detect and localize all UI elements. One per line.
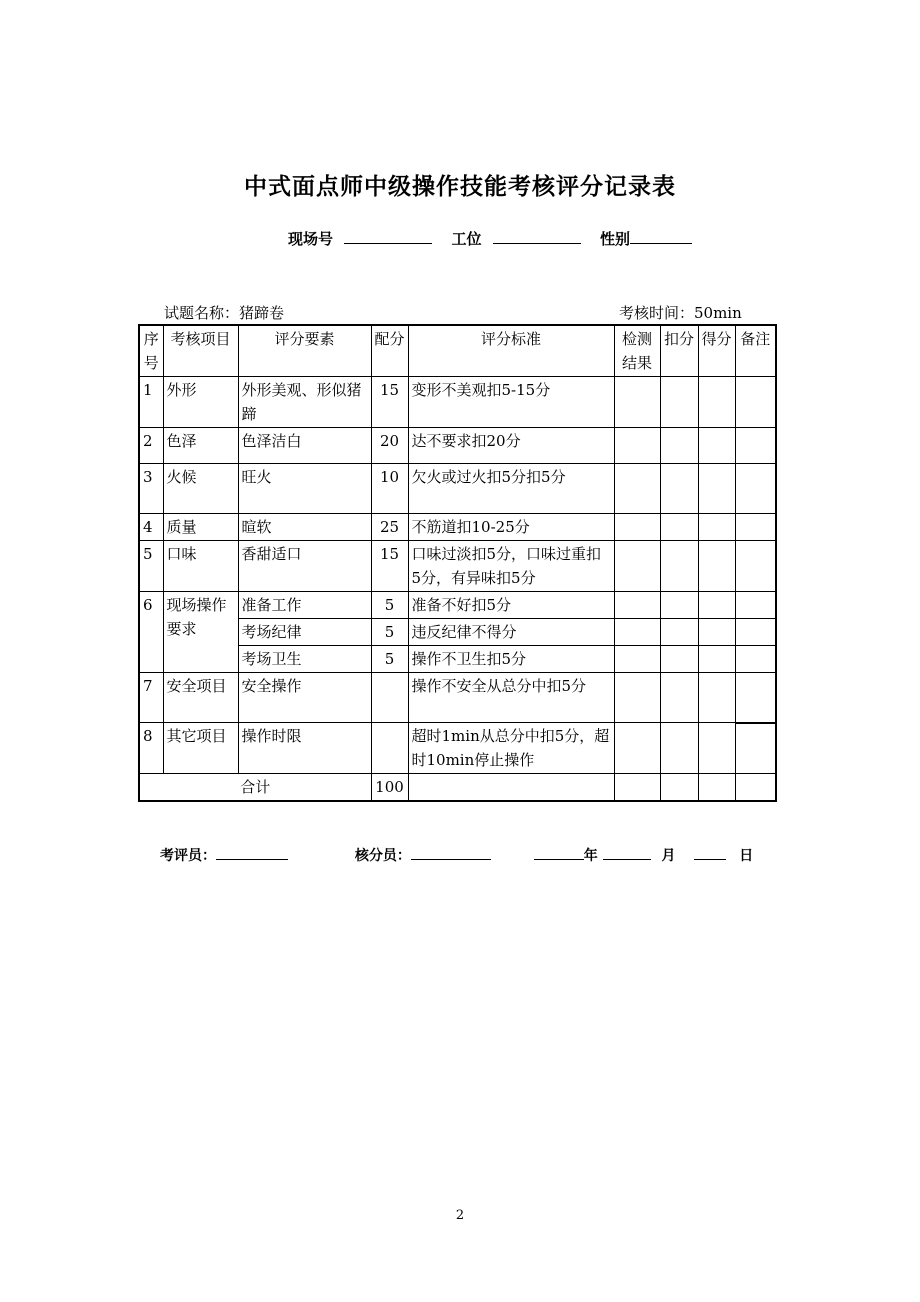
header-item: 考核项目: [163, 325, 238, 377]
row-element: 考场纪律: [238, 619, 371, 646]
result-cell: [614, 673, 660, 723]
row-standard: 变形不美观扣5-15分: [408, 377, 614, 428]
deduct-cell: [660, 514, 698, 541]
workstation-label: 工位: [451, 230, 482, 248]
table-row: [139, 514, 776, 541]
scorer-blank: [411, 846, 491, 860]
deduct-cell: [660, 377, 698, 428]
examiner-label: 考评员：: [160, 848, 216, 864]
row-points: [371, 673, 408, 723]
row-item: 质量: [163, 514, 238, 541]
deduct-cell: [660, 619, 698, 646]
row-points: 20: [371, 428, 408, 464]
row-seq: 6: [139, 592, 163, 673]
row-seq: 2: [139, 428, 163, 464]
row-points: 15: [371, 541, 408, 592]
row-standard: 口味过淡扣5分，口味过重扣5分，有异味扣5分: [408, 541, 614, 592]
day-blank: [694, 846, 726, 860]
result-cell: [614, 646, 660, 673]
result-cell: [614, 464, 660, 514]
score-cell: [698, 592, 735, 619]
row-standard: 操作不卫生扣5分: [408, 646, 614, 673]
deduct-cell: [660, 646, 698, 673]
row-element: 准备工作: [238, 592, 371, 619]
header-result: 检测结果: [614, 325, 660, 377]
month-label: 月: [661, 848, 676, 864]
row-points: 5: [371, 619, 408, 646]
row-seq: 1: [139, 377, 163, 428]
day-label: 日: [739, 848, 754, 864]
deduct-cell: [660, 464, 698, 514]
scorer-label: 核分员：: [354, 848, 411, 864]
score-cell: [698, 377, 735, 428]
deduct-cell: [660, 541, 698, 592]
station-label: 现场号: [288, 230, 334, 248]
result-cell: [614, 619, 660, 646]
deduct-cell: [660, 723, 698, 774]
row-standard: 达不要求扣20分: [408, 428, 614, 464]
examiner-blank: [216, 846, 288, 860]
row-item: 口味: [163, 541, 238, 592]
row-standard: 操作不安全从总分中扣5分: [408, 673, 614, 723]
row-standard: 准备不好扣5分: [408, 592, 614, 619]
result-cell: [614, 514, 660, 541]
remark-cell: [735, 464, 776, 514]
row-seq: 7: [139, 673, 163, 723]
table-row: [139, 673, 776, 723]
remark-cell: [735, 377, 776, 428]
row-element: 旺火: [238, 464, 371, 514]
signoff-line: [160, 845, 780, 865]
result-cell: [614, 723, 660, 774]
total-row: [139, 774, 776, 802]
candidate-info-line: [288, 228, 708, 249]
deduct-cell: [660, 428, 698, 464]
remark-cell: [735, 592, 776, 619]
header-seq: 序号: [139, 325, 163, 377]
result-cell: [614, 592, 660, 619]
exam-name: 试题名称：猪蹄卷: [164, 304, 285, 322]
row-points: 5: [371, 592, 408, 619]
score-cell: [698, 673, 735, 723]
exam-time: 考核时间：50min: [619, 304, 742, 322]
row-standard: 不筋道扣10-25分: [408, 514, 614, 541]
remark-cell: [735, 541, 776, 592]
gender-blank: [630, 229, 692, 244]
score-cell: [698, 619, 735, 646]
deduct-cell: [660, 774, 698, 802]
deduct-cell: [660, 673, 698, 723]
row-points: 5: [371, 646, 408, 673]
row-item: 外形: [163, 377, 238, 428]
header-points: 配分: [371, 325, 408, 377]
row-points: 15: [371, 377, 408, 428]
header-remark: 备注: [735, 325, 776, 377]
total-standard-cell: [408, 774, 614, 802]
remark-cell: [735, 723, 776, 774]
row-points: 10: [371, 464, 408, 514]
remark-cell: [735, 774, 776, 802]
result-cell: [614, 428, 660, 464]
row-points: 25: [371, 514, 408, 541]
total-points: 100: [371, 774, 408, 802]
table-row: [139, 377, 776, 428]
scoring-table: [138, 324, 777, 802]
table-row: [139, 723, 776, 774]
remark-cell: [735, 514, 776, 541]
workstation-blank: [493, 229, 581, 244]
score-cell: [698, 774, 735, 802]
score-cell: [698, 514, 735, 541]
row-points: [371, 723, 408, 774]
row-seq: 4: [139, 514, 163, 541]
table-row: [139, 464, 776, 514]
header-standard: 评分标准: [408, 325, 614, 377]
row-item: 火候: [163, 464, 238, 514]
result-cell: [614, 377, 660, 428]
row-item: 安全项目: [163, 673, 238, 723]
score-cell: [698, 541, 735, 592]
gender-label: 性别: [599, 230, 630, 248]
row-item: 其它项目: [163, 723, 238, 774]
table-row: [139, 428, 776, 464]
row-element: 考场卫生: [238, 646, 371, 673]
year-blank: [534, 846, 584, 860]
row-element: 安全操作: [238, 673, 371, 723]
row-seq: 3: [139, 464, 163, 514]
remark-cell: [735, 646, 776, 673]
remark-cell: [735, 428, 776, 464]
header-element: 评分要素: [238, 325, 371, 377]
table-row: [139, 592, 776, 619]
remark-cell: [735, 673, 776, 723]
station-blank: [344, 229, 432, 244]
result-cell: [614, 541, 660, 592]
row-seq: 8: [139, 723, 163, 774]
score-cell: [698, 428, 735, 464]
row-standard: 违反纪律不得分: [408, 619, 614, 646]
remark-cell: [735, 619, 776, 646]
row-element: 色泽洁白: [238, 428, 371, 464]
score-cell: [698, 464, 735, 514]
row-seq: 5: [139, 541, 163, 592]
table-row: [139, 541, 776, 592]
page-number: 2: [455, 1208, 465, 1223]
total-label: 合计: [139, 774, 371, 802]
score-cell: [698, 646, 735, 673]
row-item: 现场操作要求: [163, 592, 238, 673]
row-item: 色泽: [163, 428, 238, 464]
header-row: [139, 325, 776, 377]
header-deduct: 扣分: [660, 325, 698, 377]
row-element: 香甜适口: [238, 541, 371, 592]
score-cell: [698, 723, 735, 774]
month-blank: [603, 846, 651, 860]
row-element: 操作时限: [238, 723, 371, 774]
page-title: 中式面点师中级操作技能考核评分记录表: [244, 174, 676, 200]
result-cell: [614, 774, 660, 802]
row-standard: 超时1min从总分中扣5分，超时10min停止操作: [408, 723, 614, 774]
row-standard: 欠火或过火扣5分扣5分: [408, 464, 614, 514]
row-element: 暄软: [238, 514, 371, 541]
deduct-cell: [660, 592, 698, 619]
header-score: 得分: [698, 325, 735, 377]
row-element: 外形美观、形似猪蹄: [238, 377, 371, 428]
year-label: 年: [583, 848, 598, 864]
